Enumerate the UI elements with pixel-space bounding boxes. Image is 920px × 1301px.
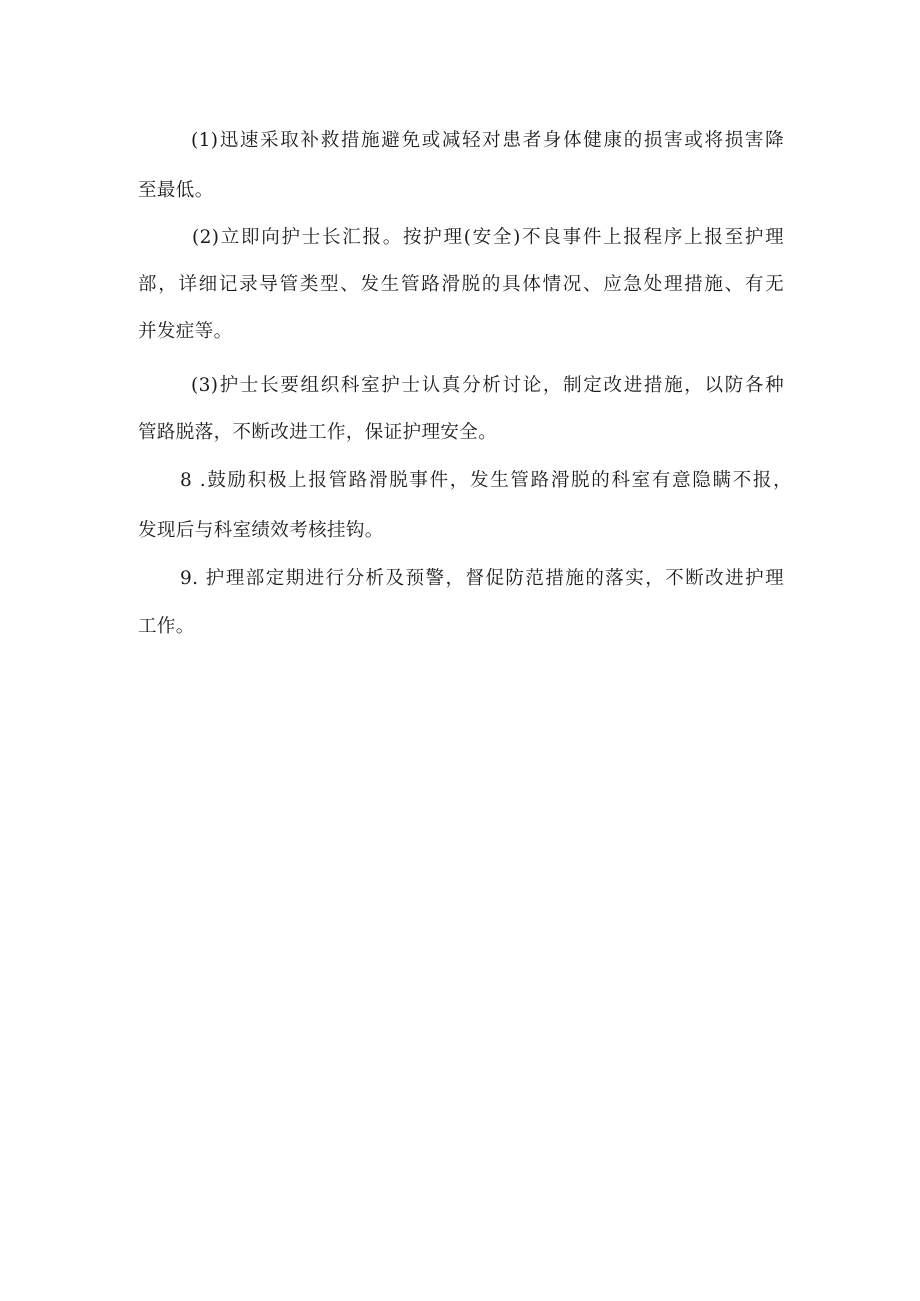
paragraph-2-line-1: (2)立即向护士长汇报。按护理(安全)不良事件上报程序上报至护理	[192, 227, 784, 248]
paragraph-2-line-3: 并发症等。	[138, 321, 233, 342]
paragraph-3-line-2: 管路脱落，不断改进工作，保证护理安全。	[138, 422, 498, 443]
item-8-line-1: 8 .鼓励积极上报管路滑脱事件，发生管路滑脱的科室有意隐瞒不报，	[180, 470, 792, 491]
paragraph-1-line-1: (1)迅速采取补救措施避免或减轻对患者身体健康的损害或将损害降	[191, 130, 784, 151]
paragraph-2-line-2: 部，详细记录导管类型、发生管路滑脱的具体情况、应急处理措施、有无	[138, 274, 784, 295]
paragraph-1-line-2: 至最低。	[138, 180, 214, 201]
paragraph-3-line-1: (3)护士长要组织科室护士认真分析讨论，制定改进措施，以防各种	[191, 375, 784, 396]
item-8-line-2: 发现后与科室绩效考核挂钩。	[138, 520, 384, 541]
item-9-line-2: 工作。	[138, 616, 195, 637]
item-9-line-1: 9. 护理部定期进行分析及预警，督促防范措施的落实，不断改进护理	[180, 568, 784, 589]
